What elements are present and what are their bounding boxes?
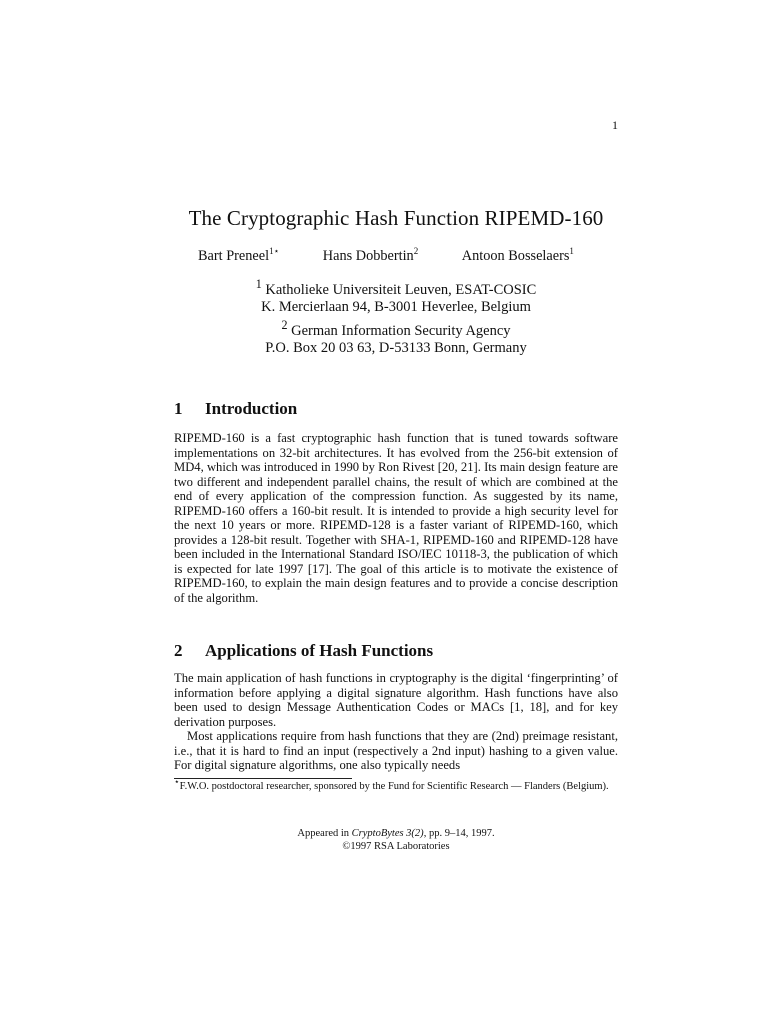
footnote-mark: ⋆ bbox=[174, 776, 180, 787]
affiliation-2-address: P.O. Box 20 03 63, D-53133 Bonn, Germany bbox=[265, 340, 527, 357]
author-bosselaers bbox=[462, 248, 574, 265]
author-affiliation-mark: 2 bbox=[413, 246, 419, 257]
paragraph: RIPEMD-160 is a fast cryptographic hash function that is tuned towards software implementations on 32-bit architectures. It has evolved from the 256-bit extension of MD4, which was introduced in 1990 by Ron Rivest [20, 21]. Its main design feature are two different and independent parallel chains, the result of which are combined at the end of every application of the compression function. As suggested by its name, RIPEMD-160 offers a 160-bit result. It is intended to provide a high security level for the next 10 years or more. RIPEMD-128 is a faster variant of RIPEMD-160, which provides a 128-bit result. Together with SHA-1, RIPEMD-160 and RIPEMD-128 have been included in the International Standard ISO/IEC 10118-3, the publication of which is expected for late 1997 [17]. The goal of this article is to motivate the existence of RIPEMD-160, to explain the main design features and to provide a concise description of the algorithm. bbox=[174, 431, 618, 605]
affiliation-2-line-1 bbox=[0, 317, 768, 340]
affiliation-1-mark: 1 bbox=[255, 277, 262, 291]
publication-note bbox=[0, 828, 768, 853]
section-2-heading bbox=[174, 641, 433, 661]
affiliations bbox=[0, 276, 768, 358]
publication-suffix: , pp. 9–14, 1997. bbox=[423, 828, 495, 839]
paragraph: The main application of hash functions in cryptography is the digital ‘fingerprinting’ of information before applying a digital signature algorithm. Hash functions have also been used to design Message Authentication Codes or MACs [1, 18], and for key derivation purposes. bbox=[174, 671, 618, 729]
author-name: Hans Dobbertin bbox=[322, 248, 414, 264]
section-number: 1 bbox=[174, 399, 183, 418]
section-1-heading bbox=[174, 399, 297, 419]
author-dobbertin bbox=[323, 248, 418, 265]
footnote bbox=[174, 776, 618, 793]
footnote-text: F.W.O. postdoctoral researcher, sponsored by the Fund for Scientific Research — Flanders (Belgium). bbox=[179, 781, 609, 792]
publication-venue: CryptoBytes 3(2) bbox=[351, 828, 424, 839]
author-affiliation-mark: 1⋆ bbox=[269, 246, 280, 257]
paragraph: Most applications require from hash functions that they are (2nd) preimage resistant, i.e., that it is hard to find an input (respectively a 2nd input) hashing to a given value. For digital signature algorithms, one also typically needs bbox=[174, 729, 618, 772]
page-number: 1 bbox=[612, 118, 618, 132]
section-title: Introduction bbox=[205, 399, 298, 418]
affiliation-1-name: Katholieke Universiteit Leuven, ESAT-COSIC bbox=[265, 281, 537, 298]
paper-title: The Cryptographic Hash Function RIPEMD-160 bbox=[188, 206, 604, 230]
affiliation-2-name: German Information Security Agency bbox=[291, 322, 511, 339]
author-preneel bbox=[198, 248, 279, 265]
section-number: 2 bbox=[174, 641, 183, 660]
section-1-body bbox=[174, 431, 618, 605]
copyright-line: ©1997 RSA Laboratories bbox=[342, 840, 450, 852]
author-list bbox=[198, 248, 574, 265]
publication-prefix: Appeared in bbox=[297, 828, 352, 839]
footnote-rule bbox=[174, 778, 352, 779]
author-name: Bart Preneel bbox=[198, 248, 270, 264]
affiliation-2-mark: 2 bbox=[281, 317, 288, 332]
section-2-body bbox=[174, 671, 618, 773]
section-title: Applications of Hash Functions bbox=[205, 641, 434, 660]
affiliation-1-address: K. Mercierlaan 94, B-3001 Heverlee, Belgium bbox=[261, 299, 531, 316]
publication-venue-line bbox=[0, 828, 768, 841]
author-affiliation-mark: 1 bbox=[569, 246, 574, 257]
affiliation-1-line-1 bbox=[0, 276, 768, 299]
author-name: Antoon Bosselaers bbox=[461, 248, 570, 264]
